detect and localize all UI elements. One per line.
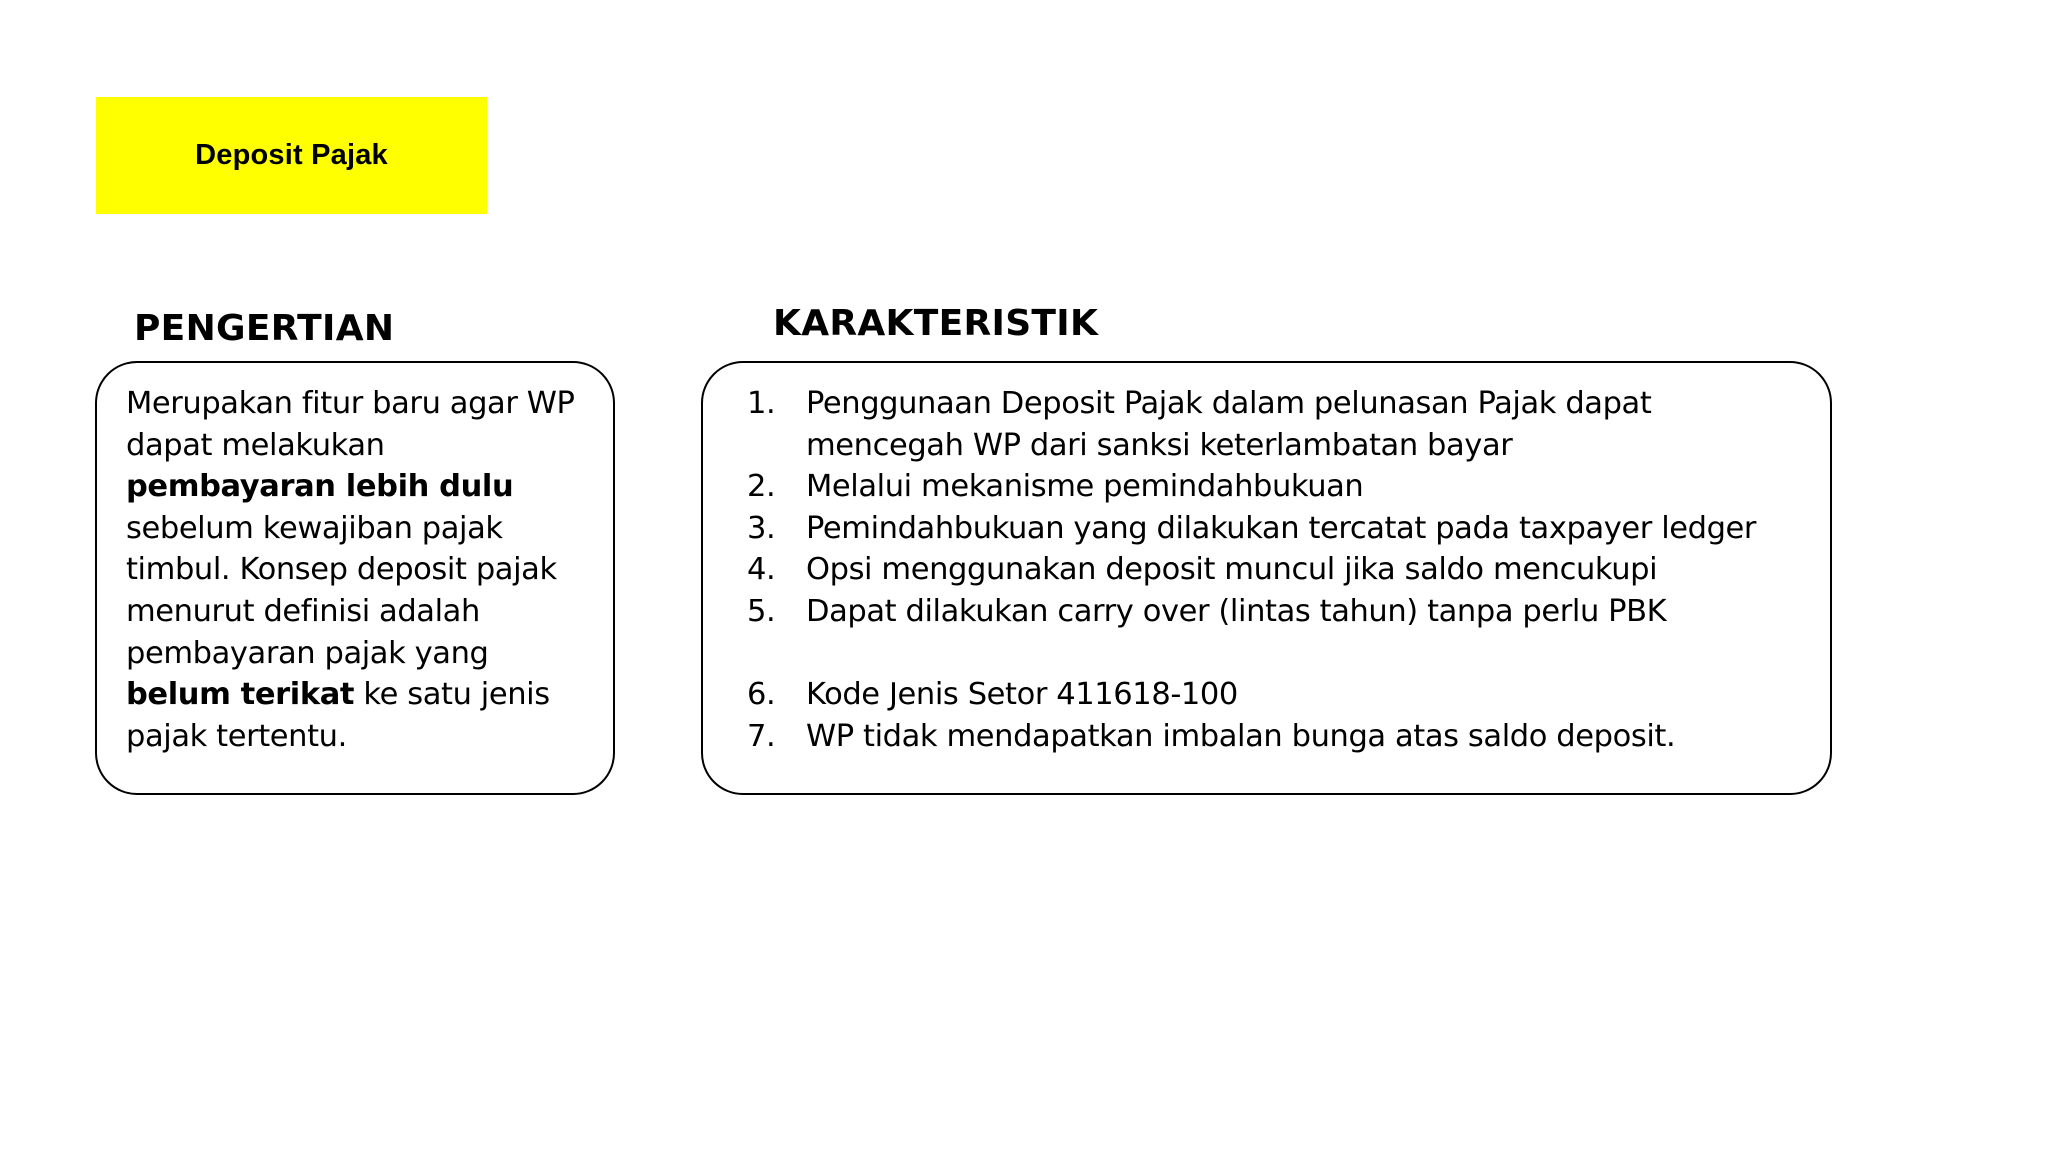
karakteristik-heading: KARAKTERISTIK	[773, 303, 1099, 344]
pengertian-heading: PENGERTIAN	[134, 308, 395, 349]
list-item-number: 1.	[747, 386, 776, 421]
list-item	[747, 716, 1807, 758]
pengertian-emphasis: pembayaran lebih dulu	[126, 469, 514, 505]
list-item-number: 7.	[747, 718, 776, 754]
list-item-number: 5.	[747, 593, 776, 629]
list-item-text: Kode Jenis Setor 411618-100	[806, 677, 1238, 713]
list-item-text: Melalui mekanisme pemindahbukuan	[806, 469, 1364, 505]
list-item-number: 2.	[747, 469, 776, 505]
list-item	[747, 674, 1807, 716]
karakteristik-box	[701, 361, 1832, 795]
list-item	[747, 466, 1807, 508]
list-item-number: 6.	[747, 677, 776, 713]
title-banner	[96, 97, 487, 214]
pengertian-box	[95, 361, 615, 795]
list-item	[747, 591, 1807, 633]
list-item-text: Opsi menggunakan deposit muncul jika saldo mencukupi	[806, 552, 1658, 588]
list-item	[747, 383, 1807, 466]
pengertian-segment: Merupakan fitur baru agar WP dapat melakukan	[126, 386, 575, 463]
pengertian-text	[126, 383, 601, 757]
list-item	[747, 508, 1807, 550]
karakteristik-list	[747, 383, 1810, 757]
list-item-text: WP tidak mendapatkan imbalan bunga atas saldo deposit.	[806, 718, 1676, 754]
list-item-number: 4.	[747, 552, 776, 588]
page-title: Deposit Pajak	[195, 139, 388, 171]
list-item-text: Dapat dilakukan carry over (lintas tahun) tanpa perlu PBK	[806, 593, 1667, 629]
pengertian-segment: ke satu jenis pajak tertentu.	[126, 677, 550, 754]
pengertian-emphasis: belum terikat	[126, 677, 355, 713]
list-item	[747, 549, 1807, 591]
list-item-text: Pemindahbukuan yang dilakukan tercatat pada taxpayer ledger	[806, 510, 1757, 546]
pengertian-segment: sebelum kewajiban pajak timbul. Konsep deposit pajak menurut definisi adalah pembayaran pajak yang	[126, 510, 557, 671]
list-item-text: Penggunaan Deposit Pajak dalam pelunasan Pajak dapat mencegah WP dari sanksi keterlambatan bayar	[806, 386, 1652, 463]
list-item-number: 3.	[747, 510, 776, 546]
